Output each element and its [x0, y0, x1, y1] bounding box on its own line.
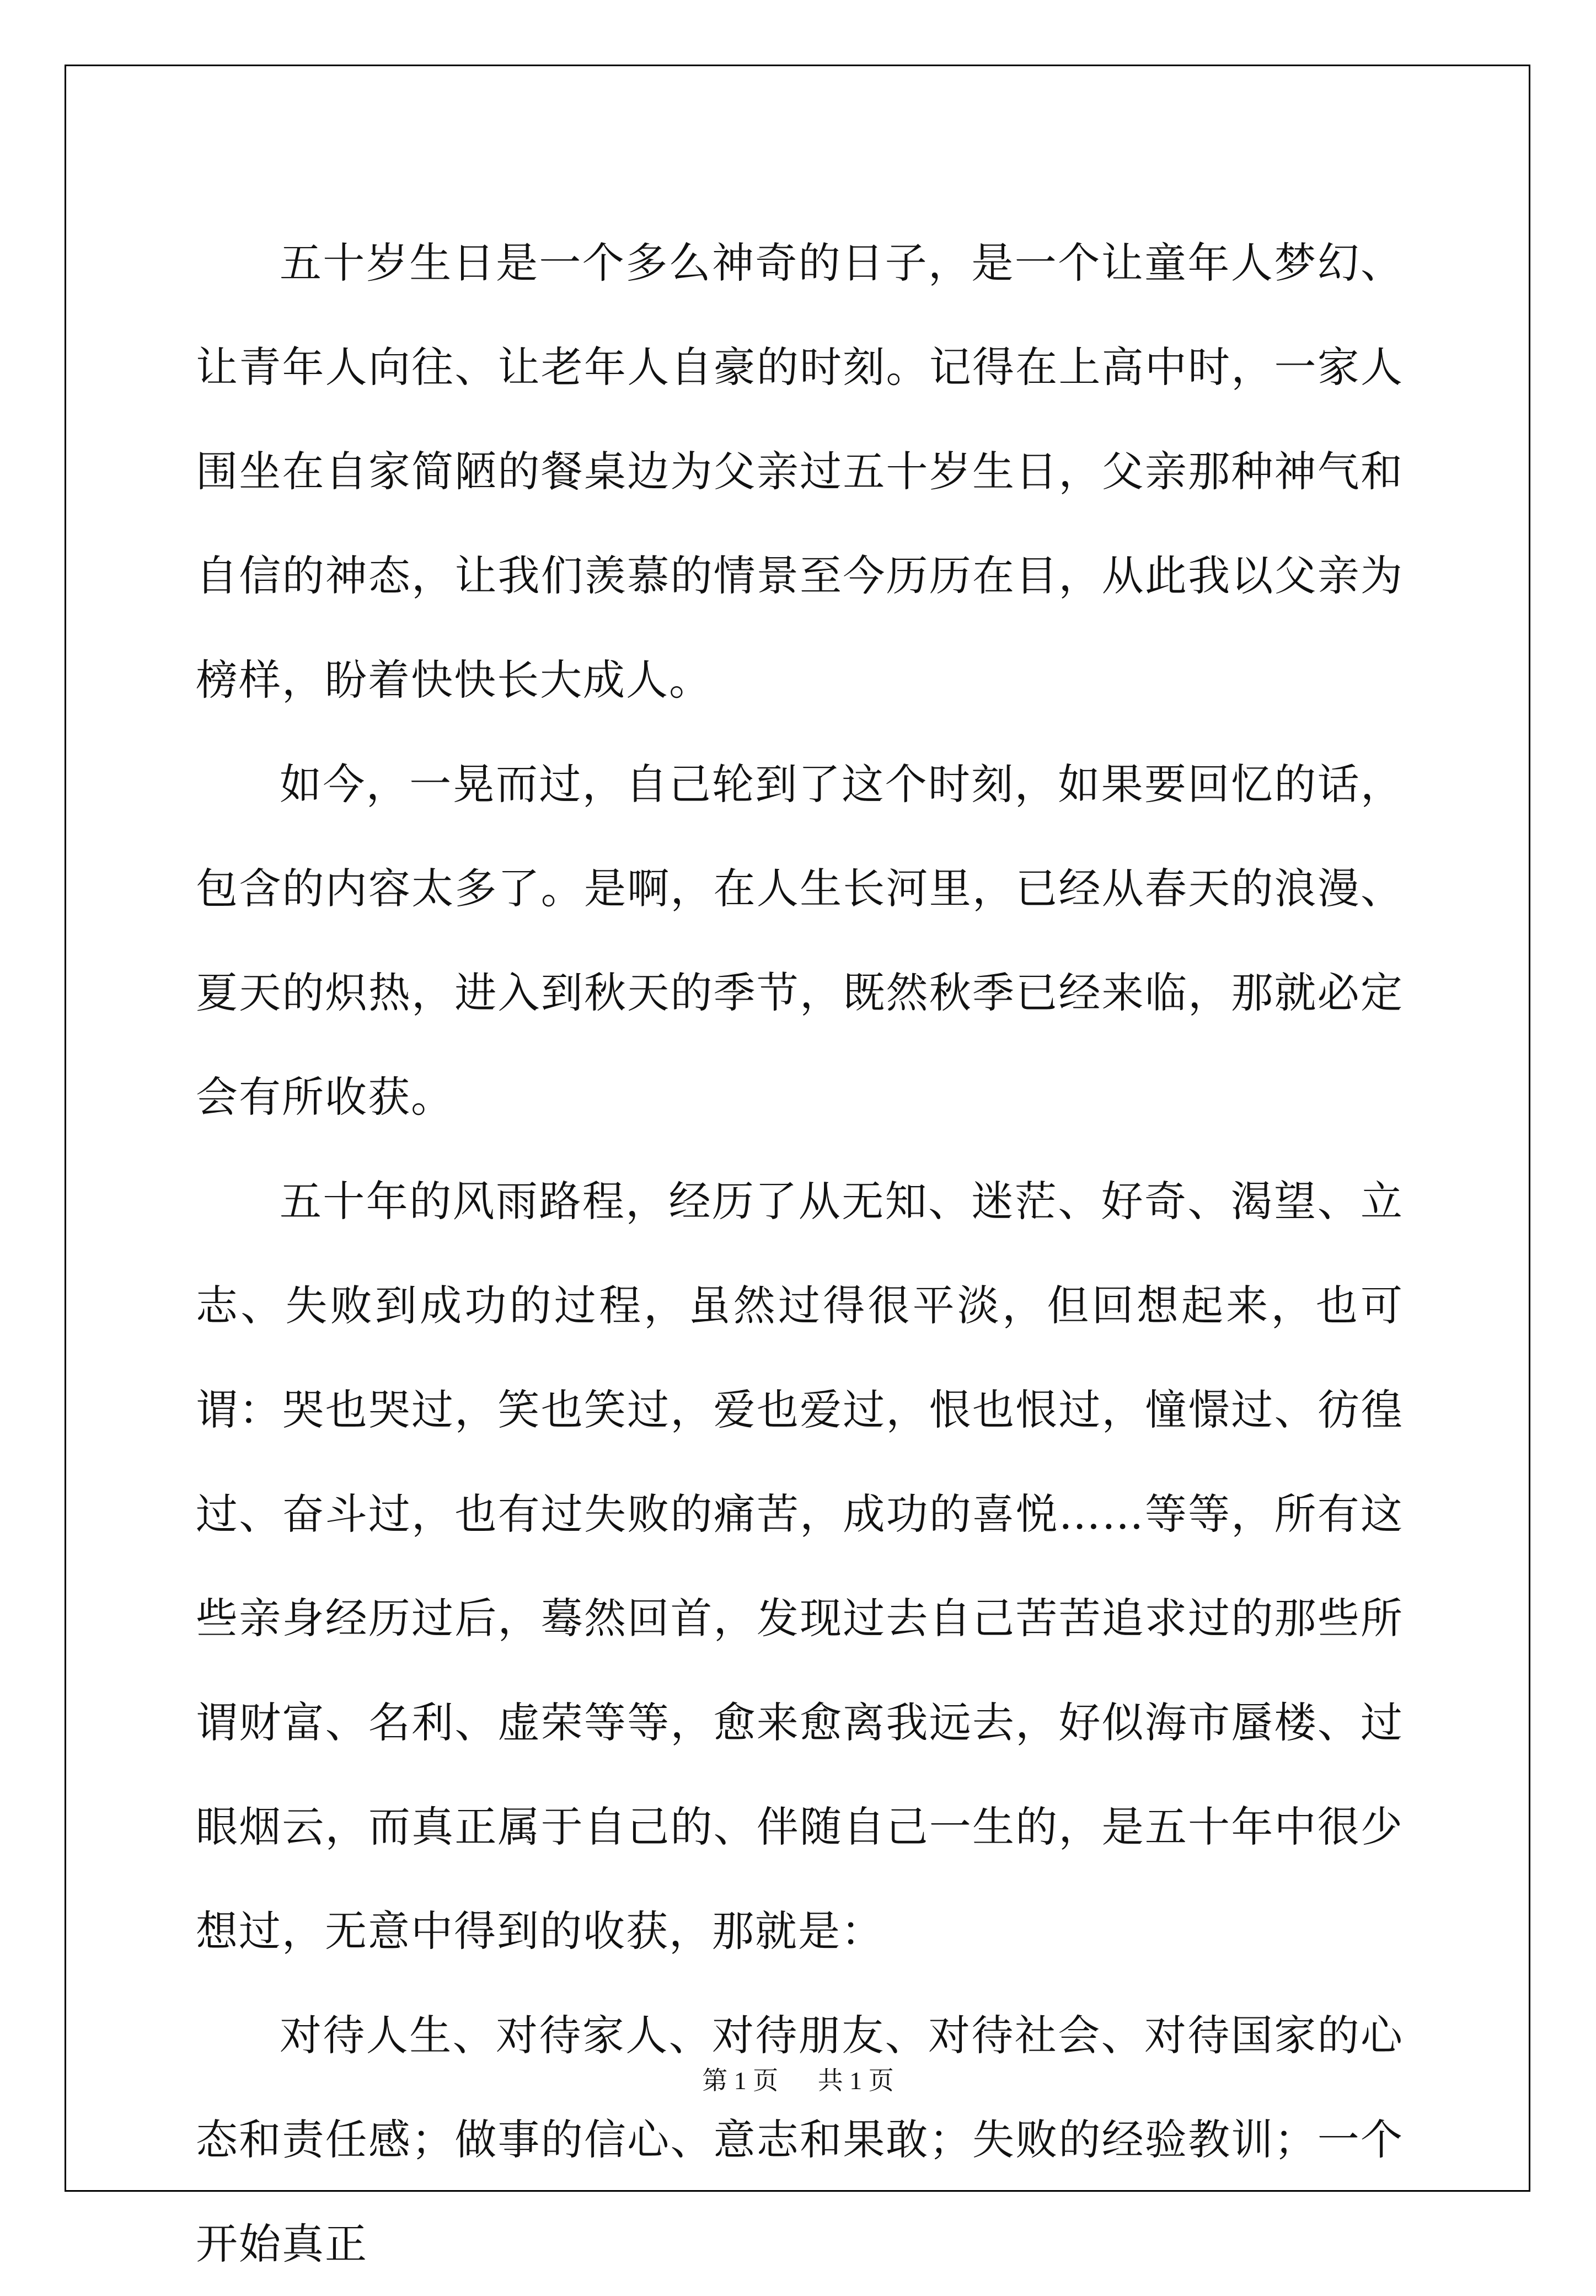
page-footer	[0, 2060, 1596, 2097]
paragraph: 五十年的风雨路程，经历了从无知、迷茫、好奇、渴望、立志、失败到成功的过程，虽然过得很平淡，但回想起来，也可谓：哭也哭过，笑也笑过，爱也爱过，恨也恨过，憧憬过、彷徨过、奋斗过，也有过失败的痛苦，成功的喜悦……等等，所有这些亲身经历过后，蓦然回首，发现过去自己苦苦追求过的那些所谓财富、名利、虚荣等等，愈来愈离我远去，好似海市蜃楼、过眼烟云，而真正属于自己的、伴随自己一生的，是五十年中很少想过，无意中得到的收获，那就是：	[196, 1177, 1404, 1956]
page-total: 共 1 页	[817, 2067, 894, 2095]
paragraph: 如今，一晃而过，自己轮到了这个时刻，如果要回忆的话，包含的内容太多了。是啊，在人生长河里，已经从春天的浪漫、夏天的炽热，进入到秋天的季节，既然秋季已经来临，那就必定会有所收获。	[196, 760, 1404, 1122]
document-body	[196, 211, 1404, 2296]
paragraph: 五十岁生日是一个多么神奇的日子，是一个让童年人梦幻、让青年人向往、让老年人自豪的时刻。记得在上高中时，一家人围坐在自家简陋的餐桌边为父亲过五十岁生日，父亲那种神气和自信的神态，让我们羡慕的情景至今历历在目，从此我以父亲为榜样，盼着快快长大成人。	[196, 238, 1404, 704]
page-number: 第 1 页	[702, 2067, 779, 2095]
paragraph: 对待人生、对待家人、对待朋友、对待社会、对待国家的心态和责任感；做事的信心、意志和果敢；失败的经验教训；一个开始真正	[196, 2011, 1404, 2268]
